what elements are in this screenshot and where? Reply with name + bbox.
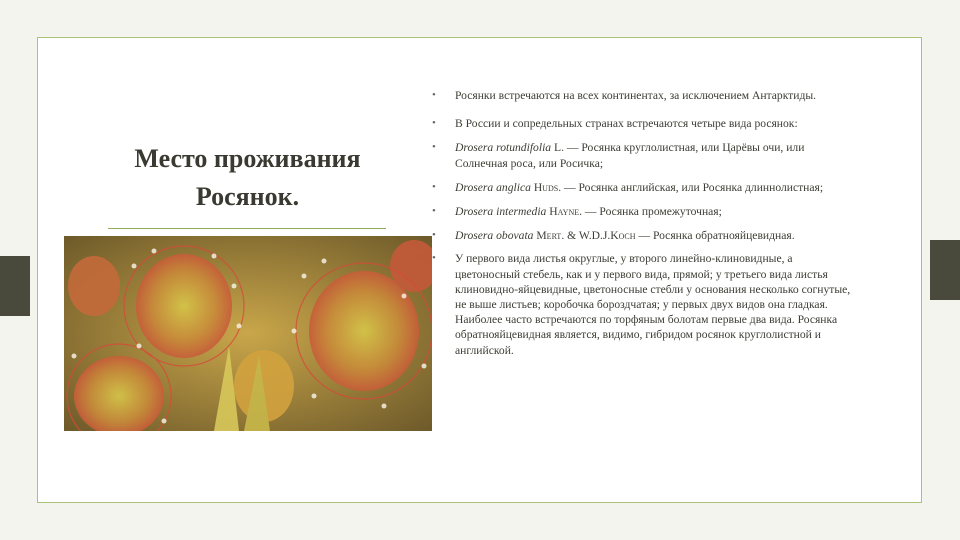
list-item xyxy=(432,204,857,219)
bullet-text: Росянки встречаются на всех континентах, за исключением Антарктиды. xyxy=(455,89,817,102)
bullet-text: В России и сопредельных странах встречаются четыре вида росянок: xyxy=(455,117,798,131)
bullet-text: У первого вида листья округлые, у второго линейно-клиновидные, а цветоносный стебель, как и у первого вида, прямой; у третьего вида листья клиновидно-яйцевидные, цветоносные стебли у основания несколько согнутые, не выше листьев; коробочка бороздчатая; у первых двух видов она гладкая. Наиболее часто встречаются по торфяным болотам первые два вида. Росянка обратнояйцевидная является, видимо, гибридом росянок круглолистной и английской. xyxy=(455,252,851,357)
list-item xyxy=(432,251,857,357)
list-item xyxy=(432,116,857,131)
list-item xyxy=(432,140,857,170)
bullet-dot-icon: • xyxy=(432,229,436,242)
species-author: Mert. & W.D.J.Koch xyxy=(536,229,636,243)
species-name: Drosera rotundifolia xyxy=(455,141,552,155)
list-item xyxy=(432,180,857,195)
accent-bar-left xyxy=(0,256,30,316)
bullet-list xyxy=(432,88,857,358)
species-name: Drosera anglica xyxy=(455,180,531,194)
bullet-text: — Росянка промежуточная; xyxy=(582,205,722,219)
sundew-photo xyxy=(64,236,432,431)
species-author: Hayne. xyxy=(549,205,583,219)
bullet-dot-icon: • xyxy=(432,252,436,265)
bullet-dot-icon: • xyxy=(432,89,436,101)
bullet-text: — Росянка английская, или Росянка длиннолистная; xyxy=(561,180,824,194)
bullet-dot-icon: • xyxy=(432,117,436,130)
title-divider xyxy=(108,228,386,229)
bullet-dot-icon: • xyxy=(432,141,436,154)
species-author: L. xyxy=(554,141,564,155)
species-author: Huds. xyxy=(533,180,562,194)
accent-bar-right xyxy=(930,240,960,300)
bullet-text: — Росянка обратнояйцевидная. xyxy=(635,229,795,243)
sundew-image xyxy=(64,236,432,431)
bullet-dot-icon: • xyxy=(432,205,436,218)
list-item xyxy=(432,88,857,103)
bullet-dot-icon: • xyxy=(432,180,436,193)
list-item xyxy=(432,228,857,243)
species-name: Drosera intermedia xyxy=(455,205,547,219)
bullet-text: — Росянка круглолистная, или Царёвы очи, или Солнечная роса, или Росичка; xyxy=(455,141,805,170)
species-name: Drosera obovata xyxy=(455,229,534,243)
slide-title: Место проживания Росянок. xyxy=(134,144,361,211)
